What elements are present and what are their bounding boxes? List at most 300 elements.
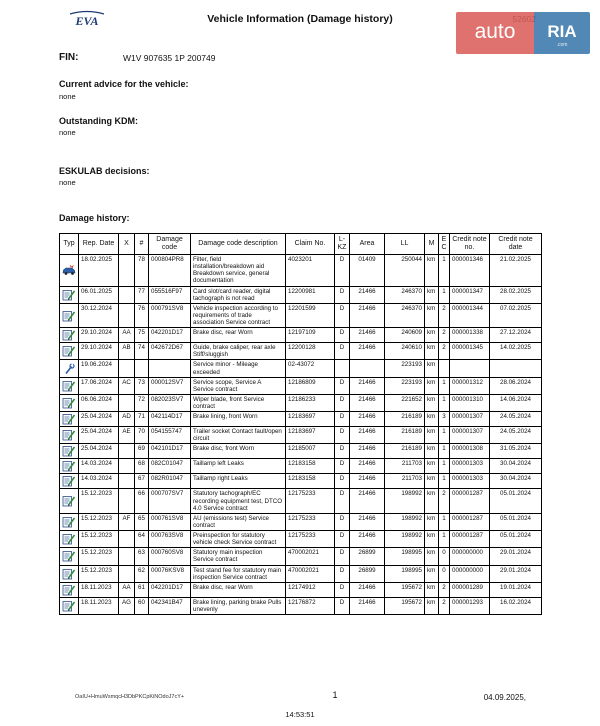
table-row [60,489,542,513]
edit-document-icon [60,550,78,562]
lkz-cell: D [335,459,350,474]
x-code-cell [119,255,135,287]
col-header-m: M [425,234,439,255]
credit-note-date-cell [490,360,542,377]
credit-note-number-cell: 000001293 [450,597,490,614]
mileage-unit-cell: km [425,489,439,513]
credit-note-date-cell: 14.06.2024 [490,394,542,411]
claim-number-cell: 12185007 [286,444,335,459]
edit-document-icon [60,310,78,322]
rep-date-cell: 06.06.2024 [79,394,119,411]
table-row [60,474,542,489]
credit-note-number-cell: 000001303 [450,459,490,474]
x-code-cell [119,531,135,548]
col-header-description: Damage code description [191,234,286,255]
damage-code-cell: 054155747 [149,427,191,444]
entry-number-cell: 72 [135,394,149,411]
col-header-x: X [119,234,135,255]
col-header-ll: LL [385,234,425,255]
edit-document-icon [60,397,78,409]
rep-date-cell: 06.01.2025 [79,286,119,303]
damage-description-cell: Statutory tachograph/EC recording equipment test, DTCO 4.0 Service contract [191,489,286,513]
mileage-cell: 246370 [385,303,425,327]
area-cell: 21466 [350,489,385,513]
damage-description-cell: Taillamp left Leaks [191,459,286,474]
mileage-cell: 246370 [385,286,425,303]
damage-code-cell: 042341B47 [149,597,191,614]
mileage-cell: 240609 [385,328,425,343]
type-cell [60,427,79,444]
damage-description-cell: Service minor - Mileage exceeded [191,360,286,377]
mileage-cell: 195672 [385,597,425,614]
x-code-cell [119,360,135,377]
area-cell: 21466 [350,343,385,360]
damage-description-cell: Brake disc, rear Worn [191,328,286,343]
rep-date-cell: 15.12.2023 [79,513,119,530]
credit-note-date-cell: 29.01.2024 [490,565,542,582]
table-row [60,255,542,287]
x-code-cell [119,489,135,513]
claim-number-cell: 470002021 [286,548,335,565]
mileage-cell: 211703 [385,474,425,489]
x-code-cell: AB [119,343,135,360]
edit-document-icon [60,600,78,612]
area-cell: 21466 [350,597,385,614]
type-cell [60,255,79,287]
type-cell [60,328,79,343]
ec-cell: 1 [439,444,450,459]
rep-date-cell: 29.10.2024 [79,343,119,360]
claim-number-cell: 12186809 [286,377,335,394]
entry-number-cell [135,360,149,377]
area-cell: 21466 [350,412,385,427]
fin-label: FIN: [59,52,79,63]
rep-date-cell: 25.04.2024 [79,412,119,427]
mileage-unit-cell: km [425,255,439,287]
type-cell [60,548,79,565]
mileage-unit-cell: km [425,286,439,303]
damage-code-cell: 000804PR8 [149,255,191,287]
edit-document-icon [60,495,78,507]
damage-description-cell: Brake disc, front Worn [191,444,286,459]
damage-code-cell: 00076KSV8 [149,565,191,582]
ec-cell: 1 [439,474,450,489]
table-row [60,343,542,360]
entry-number-cell: 67 [135,474,149,489]
claim-number-cell: 12175233 [286,513,335,530]
rep-date-cell: 15.12.2023 [79,548,119,565]
edit-document-icon [60,289,78,301]
claim-number-cell: 12183697 [286,412,335,427]
footer-code: OaIU+HmuWsmqcH3DbPKCpKiNOdoJ7cY+ [75,694,185,700]
table-row [60,459,542,474]
mileage-unit-cell: km [425,597,439,614]
area-cell: 26899 [350,565,385,582]
damage-description-cell: Preinspection for statutory vehicle check Service contract [191,531,286,548]
table-row [60,548,542,565]
claim-number-cell: 12183158 [286,459,335,474]
damage-description-cell: Filter, field installation/breakdown aid Breakdown service, general documentation [191,255,286,287]
area-cell: 21466 [350,286,385,303]
type-cell [60,412,79,427]
lkz-cell: D [335,597,350,614]
table-row [60,444,542,459]
mileage-unit-cell: km [425,513,439,530]
claim-number-cell: 12175233 [286,489,335,513]
x-code-cell [119,565,135,582]
edit-document-icon [60,460,78,472]
ec-cell: 1 [439,394,450,411]
lkz-cell: D [335,328,350,343]
ec-cell: 2 [439,303,450,327]
mileage-unit-cell: km [425,394,439,411]
col-header-credit-note-date: Credit note date [490,234,542,255]
rep-date-cell: 30.12.2024 [79,303,119,327]
table-row [60,582,542,597]
x-code-cell [119,474,135,489]
entry-number-cell: 62 [135,565,149,582]
mileage-unit-cell: km [425,582,439,597]
entry-number-cell: 66 [135,489,149,513]
rep-date-cell: 18.11.2023 [79,597,119,614]
mileage-cell: 198995 [385,548,425,565]
entry-number-cell: 74 [135,343,149,360]
credit-note-number-cell: 000001289 [450,582,490,597]
mileage-cell: 198992 [385,531,425,548]
credit-note-date-cell: 05.01.2024 [490,489,542,513]
damage-description-cell: Statutory main inspection Service contract [191,548,286,565]
table-row [60,377,542,394]
mileage-unit-cell: km [425,360,439,377]
credit-note-number-cell: 000001287 [450,489,490,513]
rep-date-cell: 25.04.2024 [79,444,119,459]
watermark-ria-sub: .com [556,42,568,48]
mileage-cell: 223193 [385,360,425,377]
mileage-cell: 216189 [385,412,425,427]
ec-cell: 2 [439,343,450,360]
credit-note-date-cell: 28.02.2025 [490,286,542,303]
mileage-cell: 250044 [385,255,425,287]
ec-cell: 1 [439,377,450,394]
mileage-unit-cell: km [425,531,439,548]
area-cell: 21466 [350,377,385,394]
rep-date-cell: 14.03.2024 [79,459,119,474]
col-header-damage-code: Damage code [149,234,191,255]
entry-number-cell: 76 [135,303,149,327]
damage-history-title: Damage history: [59,213,130,223]
credit-note-date-cell: 31.05.2024 [490,444,542,459]
ec-cell: 1 [439,427,450,444]
credit-note-date-cell: 16.02.2024 [490,597,542,614]
damage-code-cell: 042672D67 [149,343,191,360]
claim-number-cell: 12200128 [286,343,335,360]
claim-number-cell: 12174912 [286,582,335,597]
claim-number-cell: 4023201 [286,255,335,287]
auto-ria-watermark [456,12,590,54]
credit-note-date-cell: 29.01.2024 [490,548,542,565]
claim-number-cell: 12186233 [286,394,335,411]
damage-description-cell: Test stand fee for statutory main inspection Service contract [191,565,286,582]
damage-history-table [59,233,542,615]
col-header-lkz: L-KZ [335,234,350,255]
entry-number-cell: 63 [135,548,149,565]
damage-code-cell: 000012SV7 [149,377,191,394]
credit-note-number-cell: 000000000 [450,548,490,565]
damage-description-cell: Service scope, Service A Service contract [191,377,286,394]
col-header-ec: E C [439,234,450,255]
entry-number-cell: 78 [135,255,149,287]
damage-description-cell: AU (emissions test) Service contract [191,513,286,530]
type-cell [60,286,79,303]
damage-code-cell: 000763SV8 [149,531,191,548]
edit-document-icon [60,516,78,528]
rep-date-cell: 29.10.2024 [79,328,119,343]
rep-date-cell: 19.06.2024 [79,360,119,377]
ec-cell: 3 [439,412,450,427]
lkz-cell: D [335,489,350,513]
lkz-cell: D [335,303,350,327]
credit-note-number-cell: 000001338 [450,328,490,343]
ec-cell [439,360,450,377]
credit-note-date-cell: 24.05.2024 [490,412,542,427]
table-header-row [60,234,542,255]
col-header-typ: Typ [60,234,79,255]
lkz-cell: D [335,394,350,411]
type-cell [60,343,79,360]
edit-document-icon [60,380,78,392]
x-code-cell [119,548,135,565]
eskulab-value: none [59,178,76,187]
credit-note-number-cell: 000001287 [450,531,490,548]
lkz-cell: D [335,286,350,303]
damage-code-cell: 082R01047 [149,474,191,489]
type-cell [60,597,79,614]
entry-number-cell: 60 [135,597,149,614]
rep-date-cell: 14.03.2024 [79,474,119,489]
ec-cell: 0 [439,548,450,565]
lkz-cell: D [335,343,350,360]
damage-description-cell: Brake lining, front Worn [191,412,286,427]
lkz-cell: D [335,444,350,459]
credit-note-number-cell: 000001307 [450,427,490,444]
table-row [60,531,542,548]
credit-note-number-cell: 000001344 [450,303,490,327]
damage-code-cell: 082C01047 [149,459,191,474]
credit-note-date-cell: 05.01.2024 [490,513,542,530]
footer-page-number: 1 [332,690,338,700]
document-title: Vehicle Information (Damage history) [207,13,393,25]
type-cell [60,459,79,474]
credit-note-date-cell: 30.04.2024 [490,474,542,489]
damage-description-cell: Card slot/card reader, digital tachograph is not read [191,286,286,303]
x-code-cell: AD [119,412,135,427]
mileage-cell: 195672 [385,582,425,597]
entry-number-cell: 70 [135,427,149,444]
rep-date-cell: 18.11.2023 [79,582,119,597]
mileage-unit-cell: km [425,474,439,489]
mileage-unit-cell: km [425,412,439,427]
type-cell [60,489,79,513]
lkz-cell: D [335,531,350,548]
area-cell: 21466 [350,444,385,459]
credit-note-number-cell: 000001308 [450,444,490,459]
claim-number-cell: 12176872 [286,597,335,614]
area-cell: 21466 [350,427,385,444]
mileage-unit-cell: km [425,303,439,327]
entry-number-cell: 68 [135,459,149,474]
type-cell [60,565,79,582]
footer-time: 14:53:51 [285,710,315,719]
type-cell [60,303,79,327]
claim-number-cell: 12183158 [286,474,335,489]
area-cell: 21466 [350,513,385,530]
area-cell: 21466 [350,531,385,548]
lkz-cell: D [335,582,350,597]
type-cell [60,360,79,377]
claim-number-cell: 02-43072 [286,360,335,377]
mileage-cell: 198992 [385,513,425,530]
credit-note-number-cell [450,360,490,377]
damage-code-cell: 042201D17 [149,582,191,597]
x-code-cell [119,459,135,474]
damage-history-rows [60,255,542,615]
edit-document-icon [60,568,78,580]
edit-document-icon [60,345,78,357]
lkz-cell: D [335,255,350,287]
advice-value: none [59,92,76,101]
entry-number-cell: 77 [135,286,149,303]
edit-document-icon [60,329,78,341]
credit-note-number-cell: 000001287 [450,513,490,530]
lkz-cell: D [335,548,350,565]
area-cell: 21466 [350,459,385,474]
area-cell: 01409 [350,255,385,287]
mileage-cell: 221652 [385,394,425,411]
ec-cell: 2 [439,489,450,513]
fin-value: W1V 907635 1P 200749 [123,53,216,63]
x-code-cell [119,444,135,459]
damage-description-cell: Taillamp right Leaks [191,474,286,489]
ec-cell: 1 [439,459,450,474]
edit-document-icon [60,475,78,487]
col-header-area: Area [350,234,385,255]
mileage-cell: 216189 [385,444,425,459]
mileage-cell: 216189 [385,427,425,444]
edit-document-icon [60,429,78,441]
mileage-unit-cell: km [425,328,439,343]
rep-date-cell: 15.12.2023 [79,565,119,582]
x-code-cell: AF [119,513,135,530]
col-header-rep-date: Rep. Date [79,234,119,255]
entry-number-cell: 61 [135,582,149,597]
lkz-cell: D [335,427,350,444]
watermark-ria-text: RIA [534,12,590,54]
area-cell: 21466 [350,328,385,343]
x-code-cell [119,286,135,303]
entry-number-cell: 65 [135,513,149,530]
table-row [60,565,542,582]
col-header-number: # [135,234,149,255]
claim-number-cell: 12200981 [286,286,335,303]
damage-description-cell: Trailer socket Contact fault/open circuit [191,427,286,444]
credit-note-date-cell: 30.04.2024 [490,459,542,474]
mileage-cell: 198995 [385,565,425,582]
credit-note-date-cell: 14.02.2025 [490,343,542,360]
area-cell: 21466 [350,394,385,411]
lkz-cell: D [335,565,350,582]
rep-date-cell: 18.02.2025 [79,255,119,287]
damage-code-cell: 042114D17 [149,412,191,427]
damage-code-cell: 000761SV8 [149,513,191,530]
x-code-cell [119,394,135,411]
mileage-unit-cell: km [425,548,439,565]
lkz-cell: D [335,513,350,530]
credit-note-number-cell: 000001346 [450,255,490,287]
damage-description-cell: Wiper blade, front Service contract [191,394,286,411]
logo-text: EVA [75,14,99,28]
credit-note-number-cell: 000001303 [450,474,490,489]
col-header-credit-note-no: Credit note no. [450,234,490,255]
x-code-cell: AA [119,328,135,343]
damage-code-cell: 042101D17 [149,444,191,459]
credit-note-number-cell: 000001347 [450,286,490,303]
ec-cell: 1 [439,513,450,530]
ec-cell: 2 [439,582,450,597]
kdm-title: Outstanding KDM: [59,116,138,126]
table-row [60,303,542,327]
entry-number-cell: 73 [135,377,149,394]
damage-description-cell: Vehicle inspection according to requirements of trade association Service contract [191,303,286,327]
mileage-cell: 240610 [385,343,425,360]
entry-number-cell: 69 [135,444,149,459]
rep-date-cell: 25.04.2024 [79,427,119,444]
lkz-cell [335,360,350,377]
type-cell [60,513,79,530]
car-crash-icon [60,264,78,276]
lkz-cell: D [335,377,350,394]
type-cell [60,531,79,548]
ec-cell: 2 [439,597,450,614]
damage-description-cell: Guide, brake caliper, rear axle Stiff/sluggish [191,343,286,360]
credit-note-date-cell: 24.05.2024 [490,427,542,444]
eskulab-title: ESKULAB decisions: [59,166,150,176]
table-row [60,394,542,411]
type-cell [60,444,79,459]
type-cell [60,394,79,411]
entry-number-cell: 64 [135,531,149,548]
mileage-unit-cell: km [425,459,439,474]
edit-document-icon [60,413,78,425]
credit-note-date-cell: 21.02.2025 [490,255,542,287]
type-cell [60,474,79,489]
mileage-unit-cell: km [425,444,439,459]
area-cell: 21466 [350,582,385,597]
col-header-claim-no: Claim No. [286,234,335,255]
ec-cell: 1 [439,255,450,287]
edit-document-icon [60,445,78,457]
area-cell: 26899 [350,548,385,565]
area-cell: 21466 [350,474,385,489]
ec-cell: 1 [439,286,450,303]
entry-number-cell: 75 [135,328,149,343]
rep-date-cell: 15.12.2023 [79,531,119,548]
table-row [60,328,542,343]
lkz-cell: D [335,474,350,489]
credit-note-number-cell: 000001307 [450,412,490,427]
wrench-icon [60,363,78,375]
table-row [60,412,542,427]
edit-document-icon [60,533,78,545]
